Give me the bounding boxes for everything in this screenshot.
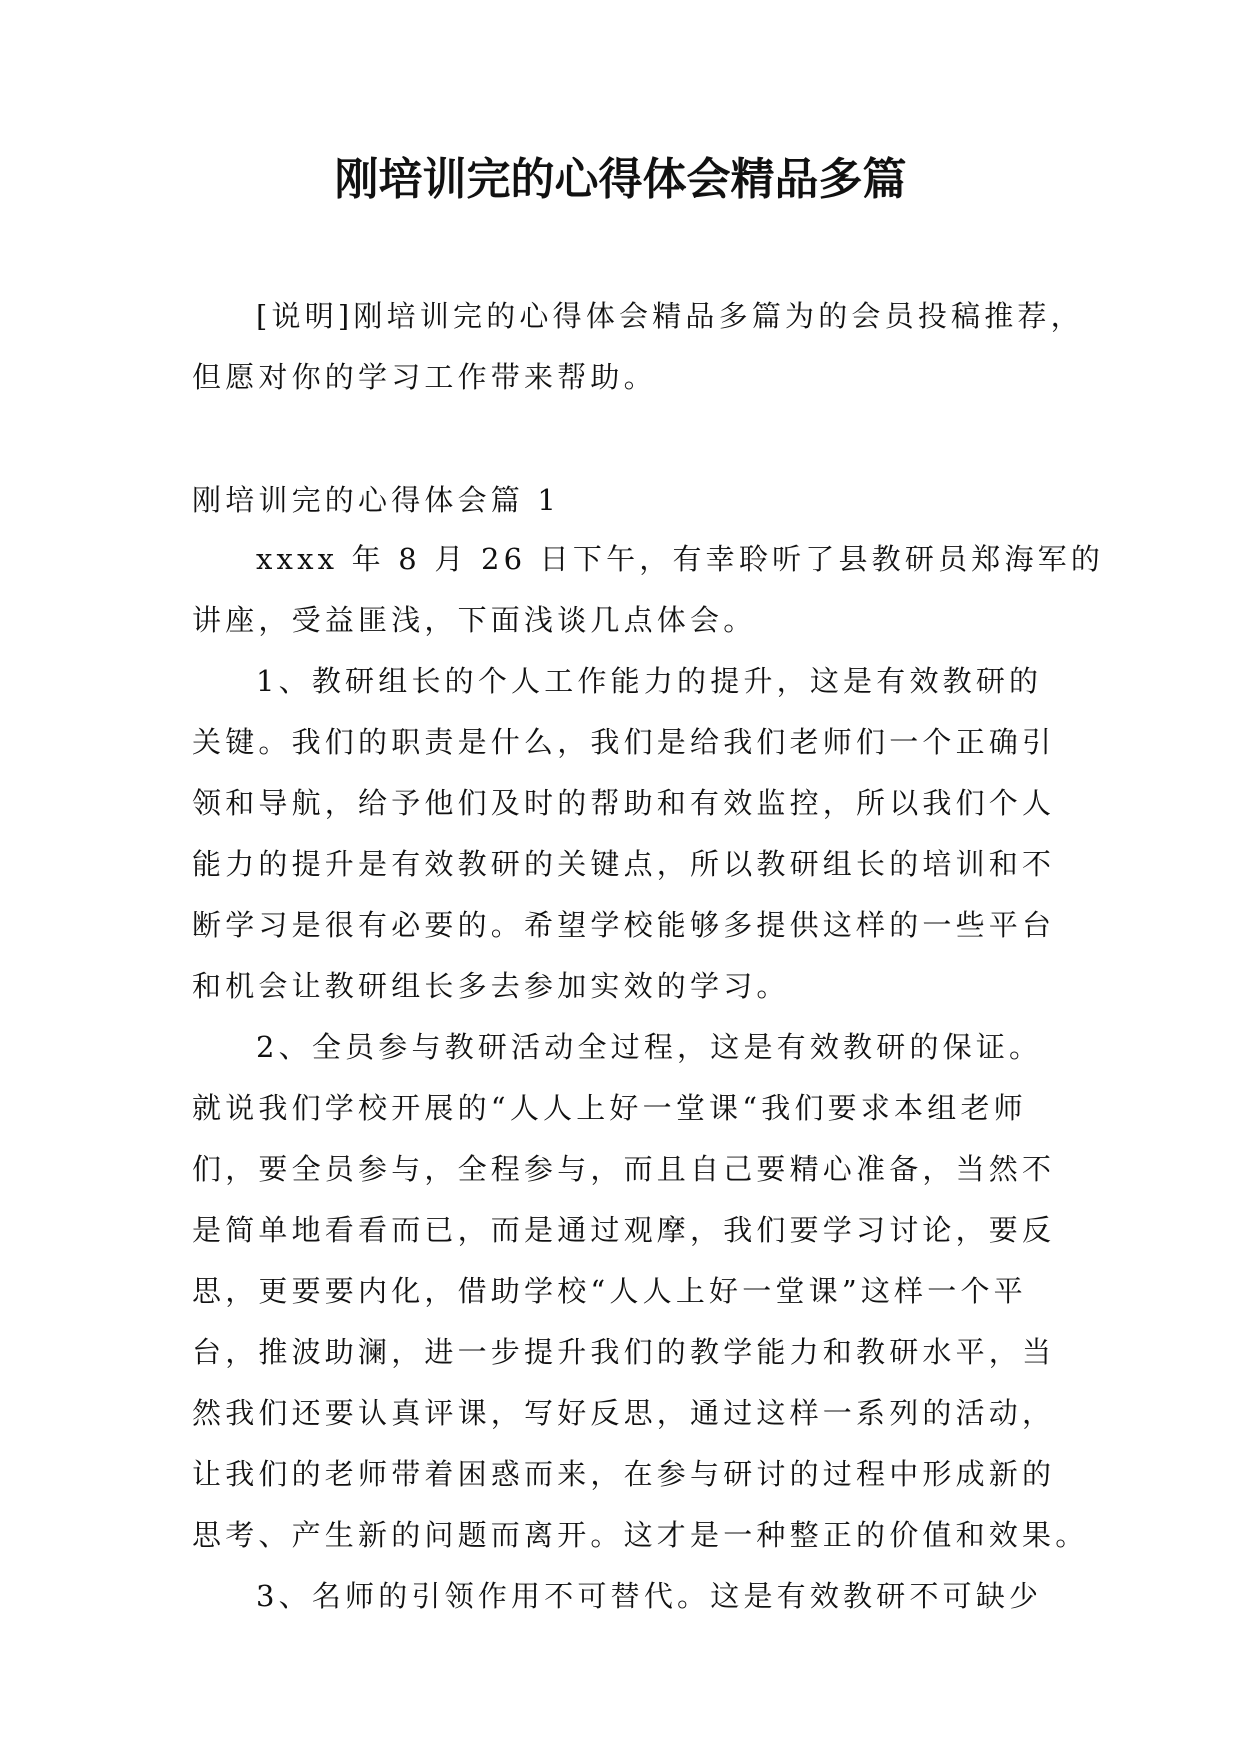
paragraph-line: 能力的提升是有效教研的关键点，所以教研组长的培训和不 <box>192 847 1056 881</box>
paragraph-3 <box>192 1566 1052 1627</box>
paragraph-line: xxxx 年 8 月 26 日下午，有幸聆听了县教研员郑海军的 <box>256 542 1105 576</box>
paragraph-line: 关键。我们的职责是什么，我们是给我们老师们一个正确引 <box>192 725 1056 759</box>
paragraph-line: 然我们还要认真评课，写好反思，通过这样一系列的活动， <box>192 1396 1056 1430</box>
paragraph-intro <box>192 529 1105 651</box>
paragraph-line: 3、名师的引领作用不可替代。这是有效教研不可缺少 <box>256 1579 1043 1613</box>
paragraph-line: 讲座，受益匪浅，下面浅谈几点体会。 <box>192 603 757 637</box>
paragraph-line: 和机会让教研组长多去参加实效的学习。 <box>192 969 790 1003</box>
paragraph-line: 们，要全员参与，全程参与，而且自己要精心准备，当然不 <box>192 1152 1056 1186</box>
paragraph-line: 是简单地看看而已，而是通过观摩，我们要学习讨论，要反 <box>192 1213 1056 1247</box>
paragraph-line: 就说我们学校开展的“人人上好一堂课“我们要求本组老师 <box>192 1091 1027 1125</box>
note-paragraph <box>192 286 1084 408</box>
section-heading <box>192 470 1052 531</box>
paragraph-line: 领和导航，给予他们及时的帮助和有效监控，所以我们个人 <box>192 786 1056 820</box>
note-line: [说明]刚培训完的心得体会精品多篇为的会员投稿推荐， <box>256 299 1084 333</box>
paragraph-line: 思，更要要内化，借助学校“人人上好一堂课”这样一个平 <box>192 1274 1027 1308</box>
paragraph-1 <box>192 651 1056 1017</box>
paragraph-line: 思考、产生新的问题而离开。这才是一种整正的价值和效果。 <box>192 1518 1089 1552</box>
paragraph-line: 断学习是很有必要的。希望学校能够多提供这样的一些平台 <box>192 908 1056 942</box>
paragraph-line: 2、全员参与教研活动全过程，这是有效教研的保证。 <box>256 1030 1043 1064</box>
main-content <box>192 529 1105 1627</box>
document-title: 刚培训完的心得体会精品多篇 <box>334 154 907 205</box>
paragraph-2 <box>192 1017 1089 1566</box>
paragraph-line: 1、教研组长的个人工作能力的提升，这是有效教研的 <box>256 664 1043 698</box>
paragraph-line: 台，推波助澜，进一步提升我们的教学能力和教研水平，当 <box>192 1335 1056 1369</box>
paragraph-line: 让我们的老师带着困惑而来，在参与研讨的过程中形成新的 <box>192 1457 1056 1491</box>
note-line: 但愿对你的学习工作带来帮助。 <box>192 360 657 394</box>
section-heading-text: 刚培训完的心得体会篇 1 <box>192 483 561 517</box>
